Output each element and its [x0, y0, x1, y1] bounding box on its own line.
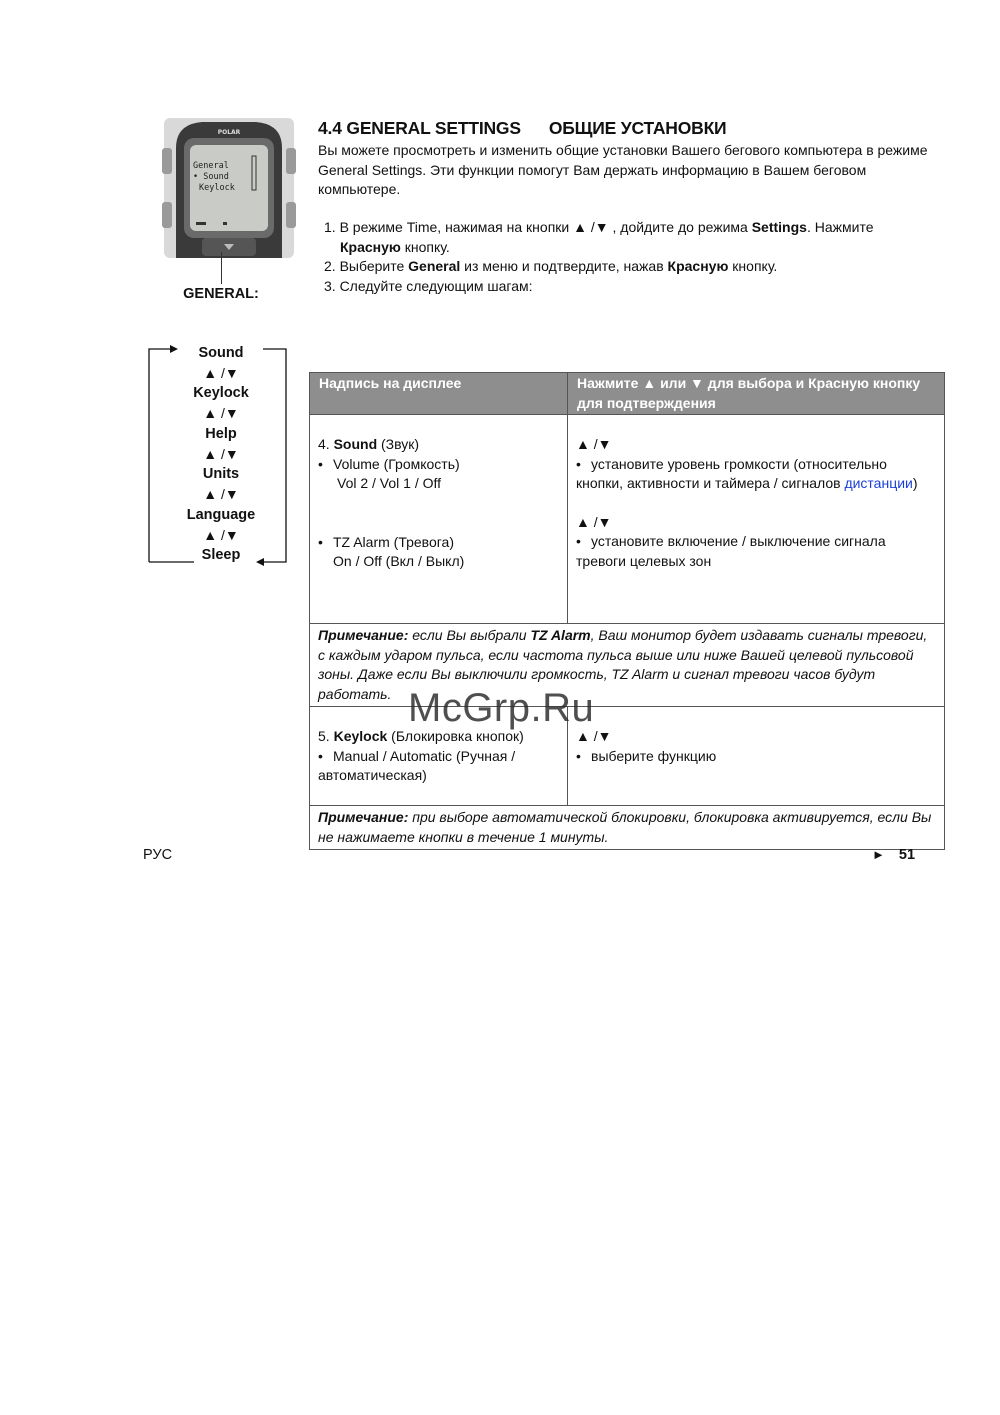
- lcd-line-1: General: [193, 161, 229, 171]
- flow-item-sound: Sound: [198, 345, 244, 361]
- flow-item-units: Units: [202, 466, 240, 482]
- header-action: Нажмите ▲ или ▼ для выбора и Красную кнопку для подтверждения: [568, 373, 945, 415]
- step-1: 1. В режиме Time, нажимая на кнопки ▲ /▼ , дойдите до режима Settings. Нажмите Красную кнопку.: [324, 219, 874, 255]
- section-heading: [318, 118, 726, 139]
- watch-label: GENERAL:: [183, 286, 259, 302]
- flow-arrow: ▲ /▼: [203, 486, 239, 502]
- flow-item-keylock: Keylock: [193, 385, 249, 401]
- brand-logo: POLAR: [217, 129, 241, 136]
- intro-paragraph: Вы можете просмотреть и изменить общие установки Вашего бегового компьютера в режиме General Settings. Эти функции помогут Вам держать информацию в Вашем беговом компьютере.: [318, 142, 928, 197]
- footer-page-number: [872, 847, 915, 863]
- note-auto-keylock: Примечание: при выборе автоматической блокировки, блокировка активируется, если Вы не нажимаете кнопки в течение 1 минуты.: [310, 806, 945, 850]
- page-number: 51: [898, 847, 916, 863]
- footer-language: РУС: [143, 847, 173, 863]
- flow-item-help: Help: [205, 426, 237, 442]
- header-display-label: Надпись на дисплее: [310, 373, 568, 415]
- watch-label-leader-line: [221, 252, 222, 284]
- arrow-keys-hint: ▲ /▼: [576, 436, 612, 452]
- table-row-sound: [310, 415, 945, 624]
- flow-arrow: ▲ /▼: [203, 405, 239, 421]
- table-row-keylock: [310, 707, 945, 806]
- flow-arrow: ▲ /▼: [203, 446, 239, 462]
- arrow-keys-hint: ▲ /▼: [576, 728, 612, 744]
- sound-display-cell: 4. Sound (Звук) • Volume (Громкость) Vol 2 / Vol 1 / Off • TZ Alarm (Тревога) On / Off (Вкл / Выкл): [310, 415, 568, 624]
- keylock-action-cell: ▲ /▼ • выберите функцию: [568, 707, 945, 806]
- note-tz-alarm: Примечание: если Вы выбрали TZ Alarm, Ваш монитор будет издавать сигналы тревоги, с каждым ударом пульса, если частота пульса выше или ниже Вашей целевой пульсовой зоны. Даже если Вы выключили громкость, TZ Alarm и сигнал тревоги часов будут работать.: [310, 624, 945, 707]
- lcd-line-3: Keylock: [199, 183, 235, 193]
- flow-arrow: ▲ /▼: [203, 365, 239, 381]
- table-header-row: [310, 373, 945, 415]
- arrow-keys-hint: ▲ /▼: [576, 513, 612, 530]
- lcd-line-2: • Sound: [193, 172, 229, 182]
- step-3: 3. Следуйте следующим шагам:: [324, 277, 533, 294]
- watermark: McGrp.Ru: [408, 686, 595, 730]
- table-row-note-2: [310, 806, 945, 850]
- step-2: 2. Выберите General из меню и подтвердите, нажав Красную кнопку.: [324, 258, 778, 274]
- sound-action-cell: ▲ /▼ • установите уровень громкости (относительно кнопки, активности и таймера / сигналов дистанции) ▲ /▼ • установите включение / выключение сигнала тревоги целевых зон: [568, 415, 945, 624]
- flow-arrow: ▲ /▼: [203, 527, 239, 543]
- section-title-en: GENERAL SETTINGS: [346, 118, 521, 138]
- distance-link[interactable]: дистанции: [844, 475, 913, 491]
- section-title-ru: ОБЩИЕ УСТАНОВКИ: [548, 118, 727, 138]
- section-number: 4.4: [318, 118, 342, 138]
- keylock-display-cell: 5. Keylock (Блокировка кнопок) • Manual / Automatic (Ручная / автоматическая): [310, 707, 568, 806]
- watch-illustration: [162, 118, 296, 258]
- flow-item-language: Language: [186, 507, 256, 523]
- next-page-arrow-icon: ►: [872, 847, 885, 862]
- settings-table: [309, 372, 945, 850]
- menu-flow-diagram: [148, 340, 288, 570]
- table-row-note-1: [310, 624, 945, 707]
- flow-item-sleep: Sleep: [201, 547, 241, 563]
- steps-list: [324, 218, 934, 296]
